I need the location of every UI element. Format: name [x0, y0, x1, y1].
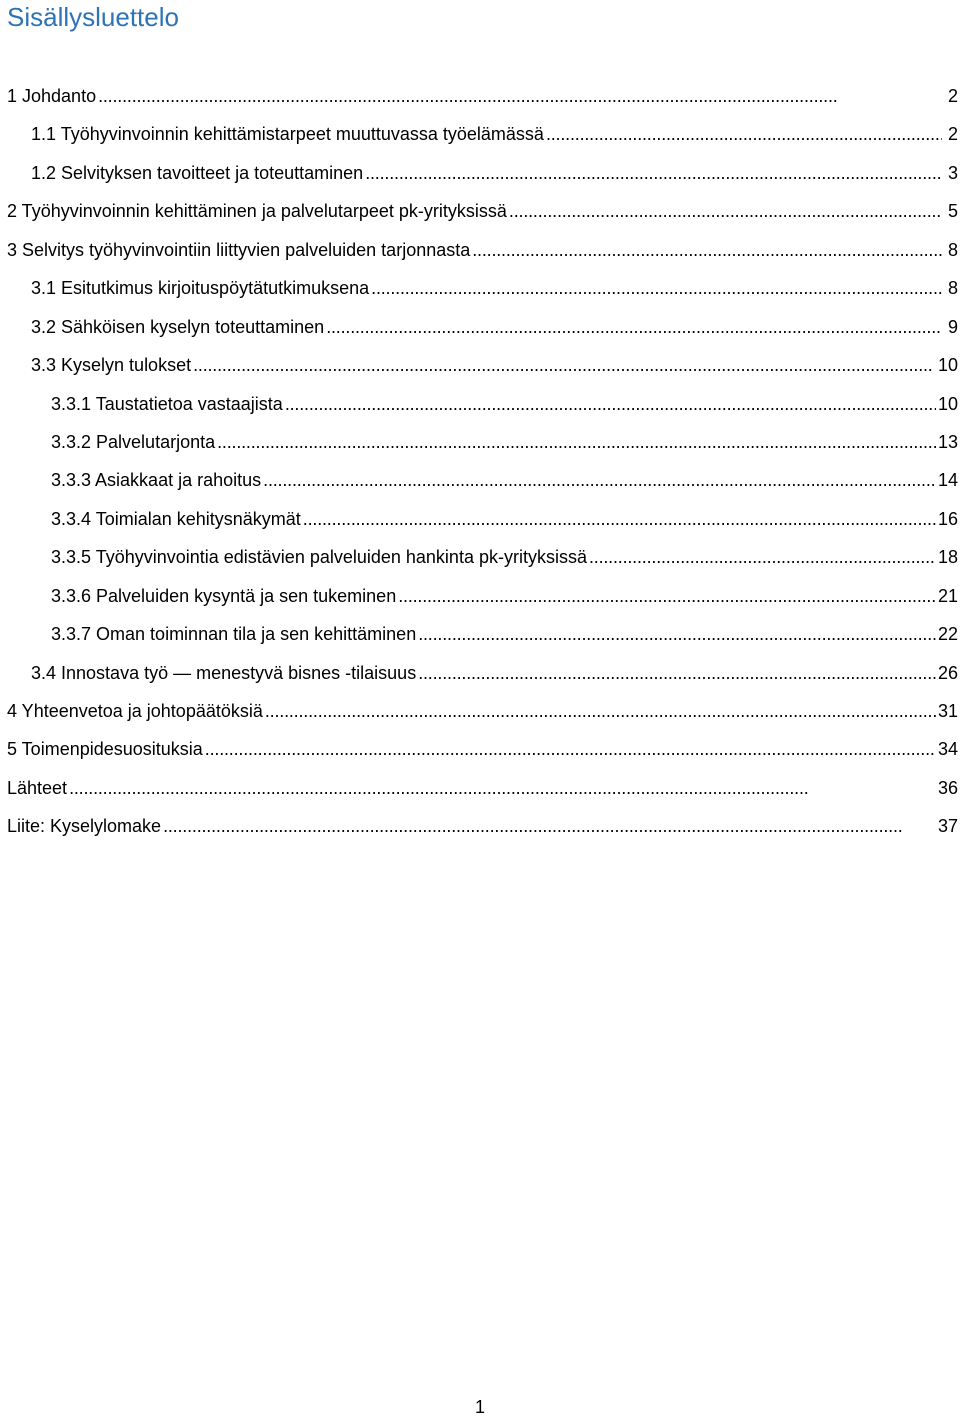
toc-entry-page: 37	[937, 816, 958, 837]
toc-leader-dots	[472, 231, 942, 269]
toc-entry[interactable]	[0, 500, 958, 538]
toc-entry-label: 1.2 Selvityksen tavoitteet ja toteuttaminen	[31, 162, 364, 183]
toc-title: Sisällysluettelo	[7, 2, 179, 32]
toc-leader-dots	[69, 769, 936, 807]
toc-list	[0, 77, 960, 846]
toc-entry-label: 5 Toimenpidesuosituksia	[7, 739, 203, 760]
toc-entry-label: 3.4 Innostava työ — menestyvä bisnes -tilaisuus	[31, 662, 417, 683]
toc-entry-label: 1.1 Työhyvinvoinnin kehittämistarpeet muuttuvassa työelämässä	[31, 124, 544, 145]
toc-leader-dots	[205, 730, 936, 768]
toc-entry[interactable]	[0, 77, 958, 115]
toc-entry[interactable]	[0, 385, 958, 423]
toc-entry[interactable]	[0, 769, 958, 807]
toc-entry-label: 3.3.1 Taustatietoa vastaajista	[51, 393, 283, 414]
toc-entry[interactable]	[0, 423, 958, 461]
toc-leader-dots	[263, 461, 936, 499]
toc-entry[interactable]	[0, 615, 958, 653]
toc-entry-label: 3.1 Esitutkimus kirjoituspöytätutkimuksena	[31, 278, 370, 299]
toc-entry[interactable]	[0, 308, 958, 346]
toc-entry-page: 16	[937, 508, 958, 529]
toc-entry-page: 14	[937, 470, 958, 491]
toc-entry-page: 21	[937, 585, 958, 606]
toc-leader-dots	[398, 577, 936, 615]
toc-leader-dots	[217, 423, 936, 461]
toc-leader-dots	[509, 192, 942, 230]
toc-leader-dots	[589, 538, 936, 576]
toc-entry-page: 10	[937, 393, 958, 414]
toc-entry-label: 2 Työhyvinvoinnin kehittäminen ja palvelutarpeet pk-yrityksissä	[7, 201, 507, 222]
toc-entry-page: 2	[947, 124, 958, 145]
toc-entry-label: 3.3.3 Asiakkaat ja rahoitus	[51, 470, 262, 491]
toc-entry-page: 34	[937, 739, 958, 760]
toc-entry[interactable]	[0, 115, 958, 153]
toc-entry[interactable]	[0, 730, 958, 768]
toc-entry[interactable]	[0, 269, 958, 307]
toc-entry-page: 10	[937, 355, 958, 376]
toc-entry-label: 4 Yhteenvetoa ja johtopäätöksiä	[7, 701, 263, 721]
toc-entry[interactable]	[0, 154, 958, 192]
toc-entry-label: 1 Johdanto	[7, 86, 97, 106]
toc-entry-label: Liite: Kyselylomake	[7, 816, 162, 837]
toc-leader-dots	[365, 154, 942, 192]
toc-entry-label: 3.2 Sähköisen kyselyn toteuttaminen	[31, 316, 325, 337]
toc-leader-dots	[418, 615, 936, 653]
toc-leader-dots	[265, 692, 936, 730]
toc-entry[interactable]	[0, 231, 958, 269]
toc-entry-page: 3	[947, 162, 958, 183]
toc-leader-dots	[418, 654, 936, 692]
toc-entry[interactable]	[0, 807, 958, 845]
toc-entry-label: 3.3 Kyselyn tulokset	[31, 355, 192, 376]
page-number: 1	[474, 1397, 485, 1417]
toc-entry[interactable]	[0, 461, 958, 499]
toc-entry-page: 18	[937, 547, 958, 568]
toc-entry-label: Lähteet	[7, 777, 68, 798]
toc-leader-dots	[163, 807, 936, 845]
toc-entry-label: 3.3.4 Toimialan kehitysnäkymät	[51, 508, 301, 529]
toc-entry[interactable]	[0, 192, 958, 230]
toc-entry-page: 13	[937, 431, 958, 452]
toc-leader-dots	[326, 308, 942, 346]
toc-entry-page: 8	[947, 278, 958, 299]
toc-leader-dots	[371, 269, 942, 307]
toc-entry-page: 31	[937, 701, 958, 721]
toc-entry-label: 3 Selvitys työhyvinvointiin liittyvien palveluiden tarjonnasta	[7, 239, 471, 260]
toc-entry-label: 3.3.5 Työhyvinvointia edistävien palveluiden hankinta pk-yrityksissä	[51, 547, 587, 568]
toc-entry-page: 36	[937, 777, 958, 798]
toc-entry[interactable]	[0, 577, 958, 615]
toc-entry-label: 3.3.6 Palveluiden kysyntä ja sen tukeminen	[51, 585, 397, 606]
toc-entry[interactable]	[0, 654, 958, 692]
toc-leader-dots	[303, 500, 936, 538]
toc-leader-dots	[285, 385, 936, 423]
toc-leader-dots	[546, 115, 942, 153]
toc-entry-page: 2	[947, 86, 958, 106]
toc-entry[interactable]	[0, 538, 958, 576]
toc-entry-page: 8	[947, 239, 958, 260]
toc-leader-dots	[98, 77, 942, 115]
toc-entry-page: 5	[947, 201, 958, 222]
toc-entry-label: 3.3.7 Oman toiminnan tila ja sen kehittäminen	[51, 624, 417, 645]
toc-entry[interactable]	[0, 692, 958, 730]
toc-entry[interactable]	[0, 346, 958, 384]
toc-entry-page: 22	[937, 624, 958, 645]
toc-entry-page: 26	[937, 662, 958, 683]
toc-leader-dots	[193, 346, 936, 384]
toc-entry-page: 9	[947, 316, 958, 337]
toc-entry-label: 3.3.2 Palvelutarjonta	[51, 431, 216, 452]
